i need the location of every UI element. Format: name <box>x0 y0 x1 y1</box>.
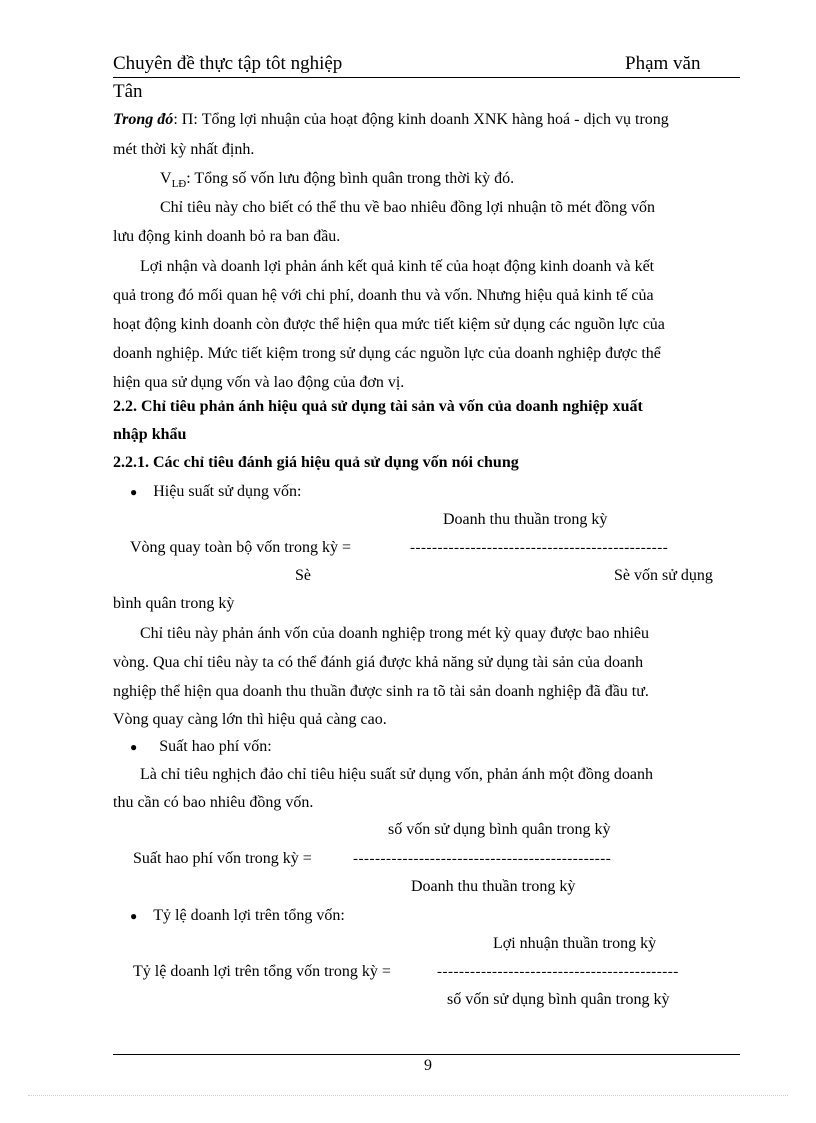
section-heading: 2.2. Chỉ tiêu phản ánh hiệu quả sử dụng tài sản và vốn của doanh nghiệp xuất <box>113 398 643 415</box>
formula-numerator: Doanh thu thuần trong kỳ <box>443 511 608 528</box>
paragraph-line: vòng. Qua chỉ tiêu này ta có thể đánh giá được khả năng sử dụng tài sản của doanh <box>113 654 644 671</box>
paragraph-line: hiện qua sử dụng vốn và lao động của đơn vị. <box>113 374 405 391</box>
formula-numerator: Lợi nhuận thuần trong kỳ <box>493 935 657 952</box>
paragraph-line: thu cần có bao nhiêu đồng vốn. <box>113 794 314 811</box>
formula-denominator: số vốn sử dụng bình quân trong kỳ <box>447 991 670 1008</box>
paragraph-line: lưu động kinh doanh bỏ ra ban đầu. <box>113 228 341 245</box>
bullet-text: Hiệu suất sử dụng vốn: <box>153 483 302 500</box>
formula-denominator: Sè vốn sử dụng <box>614 567 713 584</box>
section-heading-continued: nhập khẩu <box>113 426 187 443</box>
paragraph-line: hoạt động kinh doanh còn được thể hiện qua mức tiết kiệm sử dụng các nguồn lực của <box>113 316 665 333</box>
definition-continued: mét thời kỳ nhất định. <box>113 141 255 158</box>
formula-denominator: bình quân trong kỳ <box>113 595 235 612</box>
paragraph-line: nghiệp thể hiện qua doanh thu thuần được sinh ra tõ tài sản doanh nghiệp đã đầu tư. <box>113 683 649 700</box>
vld-subscript: LĐ <box>171 178 187 191</box>
paragraph-line: Chỉ tiêu này cho biết có thể thu về bao nhiêu đồng lợi nhuận tõ mét đồng vốn <box>160 199 656 216</box>
bullet-dot-icon: ● <box>130 485 138 499</box>
bullet-item <box>130 733 272 761</box>
header-author-continued: Tân <box>113 81 143 102</box>
paragraph-line: quả trong đó mối quan hệ với chi phí, doanh thu và vốn. Nhưng hiệu quả kinh tế của <box>113 287 654 304</box>
formula-fraction-bar: ----------------------------------------------- <box>353 851 612 867</box>
header-rule <box>113 77 740 78</box>
formula-label: Tỷ lệ doanh lợi trên tổng vốn trong kỳ = <box>133 963 391 980</box>
definition-line <box>113 106 669 134</box>
vld-symbol: V <box>160 170 172 187</box>
formula-denominator: Doanh thu thuần trong kỳ <box>411 878 576 895</box>
paragraph-line: Là chỉ tiêu nghịch đảo chỉ tiêu hiệu suất sử dụng vốn, phản ánh một đồng doanh <box>140 766 654 783</box>
paragraph-line: doanh nghiệp. Mức tiết kiệm trong sử dụng các nguồn lực của doanh nghiệp được thể <box>113 345 661 362</box>
paragraph-line: Lợi nhận và doanh lợi phản ánh kết quả kinh tế của hoạt động kinh doanh và kết <box>140 258 655 275</box>
formula-label: Suất hao phí vốn trong kỳ = <box>133 850 312 867</box>
header-author: Phạm văn <box>625 53 701 74</box>
formula-fraction-bar: ----------------------------------------------- <box>410 540 669 556</box>
bullet-dot-icon: ● <box>130 909 138 923</box>
page-edge-divider <box>28 1095 788 1096</box>
vld-text: : Tổng số vốn lưu động bình quân trong thời kỳ đó. <box>186 170 515 187</box>
definition-text: : Π: Tổng lợi nhuận của hoạt động kinh doanh XNK hàng hoá - dịch vụ trong <box>173 111 669 128</box>
bullet-item <box>130 902 345 930</box>
bullet-text: Tỷ lệ doanh lợi trên tổng vốn: <box>153 907 345 924</box>
header-title: Chuyên đề thực tập tôt nghiệp <box>113 53 343 74</box>
bullet-item <box>130 478 301 506</box>
bullet-text: Suất hao phí vốn: <box>159 738 272 755</box>
definition-label: Trong đó <box>113 111 174 128</box>
formula-numerator: số vốn sử dụng bình quân trong kỳ <box>388 821 611 838</box>
formula-label: Vòng quay toàn bộ vốn trong kỳ = <box>130 539 351 556</box>
subsection-heading: 2.2.1. Các chỉ tiêu đánh giá hiệu quả sử dụng vốn nói chung <box>113 454 519 471</box>
formula-denominator: Sè <box>295 567 311 584</box>
formula-fraction-bar: -------------------------------------------- <box>437 964 679 980</box>
page-number: 9 <box>424 1057 432 1074</box>
paragraph-line: Chỉ tiêu này phản ánh vốn của doanh nghiệp trong mét kỳ quay được bao nhiêu <box>140 625 650 642</box>
bullet-dot-icon: ● <box>130 740 138 754</box>
paragraph-line: Vòng quay càng lớn thì hiệu quả càng cao. <box>113 711 387 728</box>
